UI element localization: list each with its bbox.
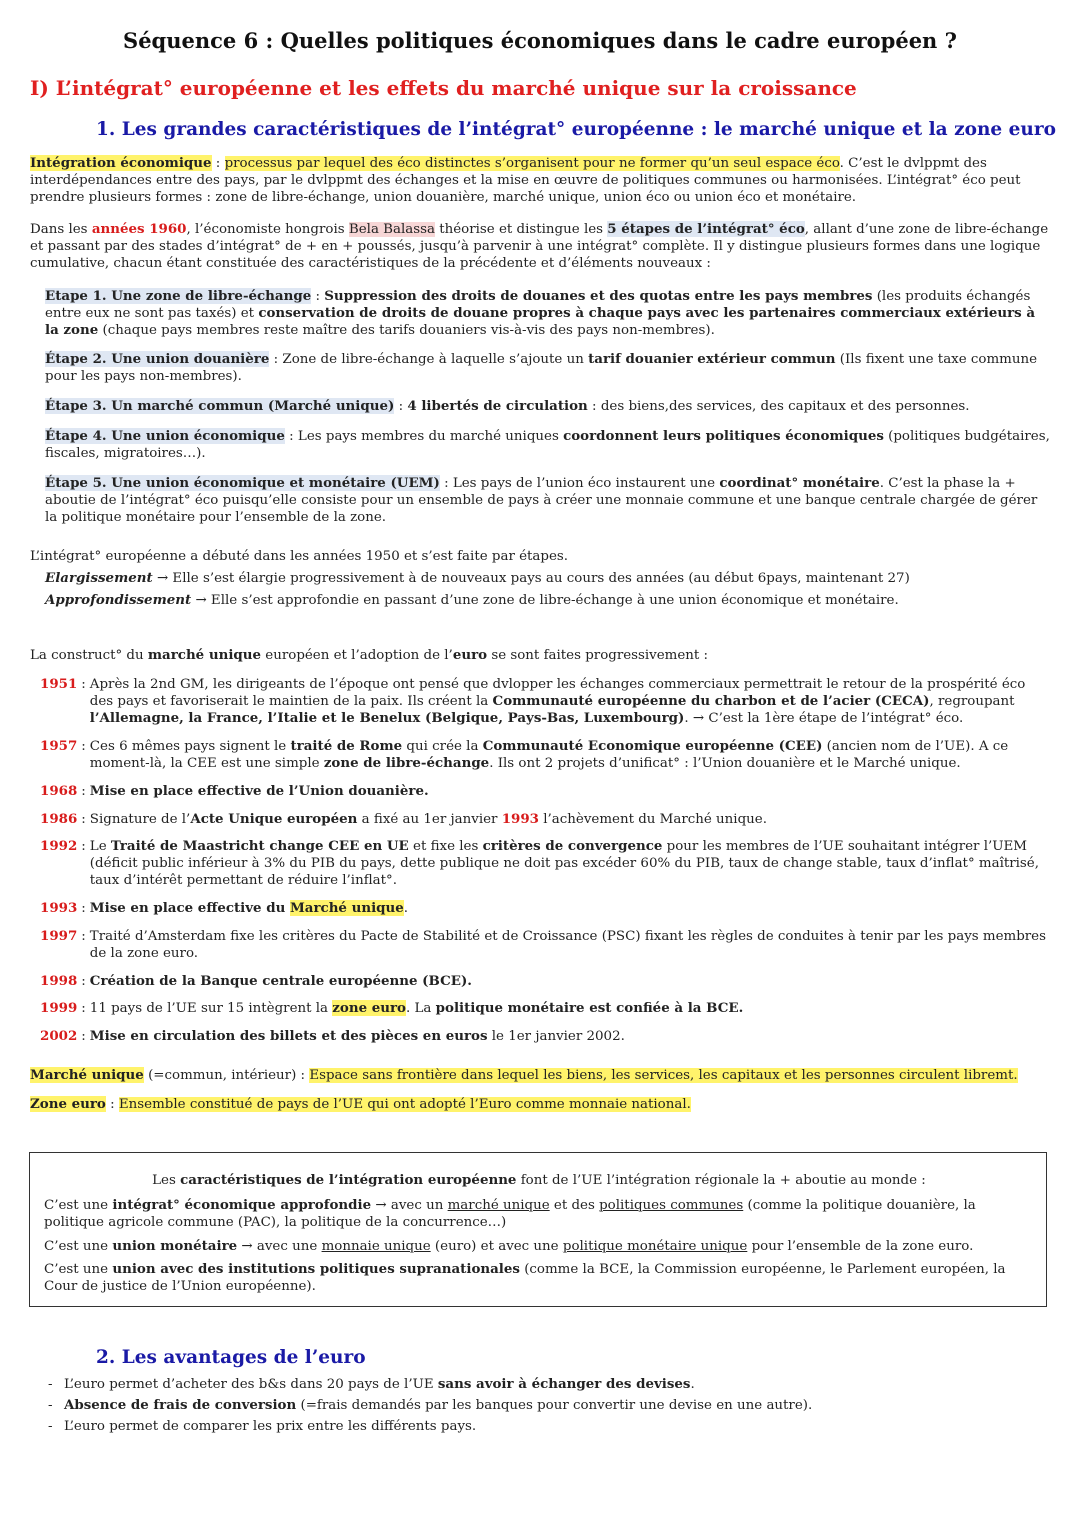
- approfondissement-line: Approfondissement → Elle s’est approfondie en passant d’une zone de libre-échange à une union économique et monétaire.: [45, 592, 899, 608]
- etape-1: Etape 1. Une zone de libre-échange : Suppression des droits de douanes et des quotas entre les pays membres (les produits échangés entre eux ne sont pas taxés) et conservation de droits de douane propres à chaque pays avec les partenaires commerciaux extérieurs à la zone (chaque pays membres reste maître des tarifs douaniers vis-à-vis des pays non-membres).: [45, 288, 1036, 338]
- avantage-item: - Absence de frais de conversion (=frais demandés par les banques pour convertir une devise en une autre).: [48, 1397, 813, 1413]
- etape-label: Étape 4. Une union économique: [45, 428, 285, 444]
- etape-label: Étape 3. Un marché commun (Marché unique): [45, 398, 395, 414]
- section-heading: I) L’intégrat° européenne et les effets du marché unique sur la croissance: [30, 76, 857, 100]
- timeline-text: Mise en place effective du Marché unique.: [89, 900, 409, 916]
- timeline-year: 1993: [40, 900, 78, 916]
- subsection-heading-2: 2. Les avantages de l’euro: [96, 1347, 366, 1368]
- etape-label: Etape 1. Une zone de libre-échange: [45, 288, 312, 304]
- timeline-row: 1993 : Mise en place effective du Marché unique.: [40, 900, 1050, 917]
- avantage-item: - L’euro permet d’acheter des b&s dans 20 pays de l’UE sans avoir à échanger des devises.: [48, 1376, 695, 1392]
- construction-intro: La construct° du marché unique européen et l’adoption de l’euro se sont faites progressivement :: [30, 647, 709, 663]
- timeline-row: 1997 : Traité d’Amsterdam fixe les critères du Pacte de Stabilité et de Croissance (PSC) fixant les règles de conduites à tenir par les pays membres de la zone euro.: [40, 928, 1050, 962]
- definition-integration: Intégration économique : processus par lequel des éco distinctes s’organisent pour ne former qu’un seul espace éco. C’est le dvlppmt des interdépendances entre des pays, par le dvlppmt des échanges et la mise en œuvre de politiques communes ou harmonisées. L’intégrat° éco peut prendre plusieurs formes : zone de libre-échange, union douanière, marché unique, union éco ou union éco et monétaire.: [30, 155, 1021, 205]
- avantage-item: - L’euro permet de comparer les prix entre les différents pays.: [48, 1419, 477, 1434]
- balassa-paragraph: Dans les années 1960, l’économiste hongrois Bela Balassa théorise et distingue les 5 étapes de l’intégrat° éco, allant d’une zone de libre-échange et passant par des stades d’intégrat° de + en + poussés, jusqu’à parvenir à une intégrat° complète. Il y distingue plusieurs formes dans une logique cumulative, chacun étant constituée des caractéristiques de la précédente et d’éléments nouveaux :: [30, 221, 1049, 271]
- timeline-text: Le Traité de Maastricht change CEE en UE et fixe les critères de convergence pour les membres de l’UE souhaitant intégrer l’UEM (déficit public inférieur à 3% du PIB du pays, dette publique ne doit pas excéder 60% du PIB, taux de change stable, taux d’inflat° maîtrisé, taux d’intérêt permettant de réduire l’inflat°.: [89, 838, 1039, 888]
- timeline-text: 11 pays de l’UE sur 15 intègrent la zone euro. La politique monétaire est confiée à la BCE.: [89, 1000, 744, 1016]
- timeline-year: 1992: [40, 838, 78, 854]
- timeline-text: Mise en place effective de l’Union douanière.: [89, 783, 429, 799]
- timeline-text: Signature de l’Acte Unique européen a fixé au 1er janvier 1993 l’achèvement du Marché unique.: [89, 811, 767, 827]
- timeline-year: 1997: [40, 928, 78, 944]
- timeline-row: 1986 : Signature de l’Acte Unique européen a fixé au 1er janvier 1993 l’achèvement du Marché unique.: [40, 811, 1050, 828]
- timeline-year: 2002: [40, 1028, 78, 1044]
- timeline-row: 2002 : Mise en circulation des billets et des pièces en euros le 1er janvier 2002.: [40, 1028, 1050, 1045]
- etape-3: Étape 3. Un marché commun (Marché unique) : 4 libertés de circulation : des biens,des services, des capitaux et des personnes.: [45, 398, 970, 414]
- timeline-year: 1998: [40, 973, 78, 989]
- timeline-row: 1951 : Après la 2nd GM, les dirigeants de l’époque ont pensé que dvlopper les échanges commerciaux permettrait le retour de la prospérité éco des pays et favoriserait le maintien de la paix. Ils créent la Communauté européenne du charbon et de l’acier (CECA), regroupant l’Allemagne, la France, l’Italie et le Benelux (Belgique, Pays-Bas, Luxembourg). → C’est la 1ère étape de l’intégrat° éco.: [40, 676, 1050, 727]
- timeline-year: 1968: [40, 783, 78, 799]
- timeline-text: Ces 6 mêmes pays signent le traité de Rome qui crée la Communauté Economique européenne (CEE) (ancien nom de l’UE). A ce moment-là, la CEE est une simple zone de libre-échange. Ils ont 2 projets d’unificat° : l’Union douanière et le Marché unique.: [89, 738, 1009, 771]
- page-title: Séquence 6 : Quelles politiques économiques dans le cadre européen ?: [123, 28, 957, 53]
- timeline-row: 1998 : Création de la Banque centrale européenne (BCE).: [40, 973, 1050, 990]
- timeline-row: 1957 : Ces 6 mêmes pays signent le traité de Rome qui crée la Communauté Economique européenne (CEE) (ancien nom de l’UE). A ce moment-là, la CEE est une simple zone de libre-échange. Ils ont 2 projets d’unificat° : l’Union douanière et le Marché unique.: [40, 738, 1050, 772]
- timeline-year: 1999: [40, 1000, 78, 1016]
- etape-label: Étape 2. Une union douanière: [45, 351, 270, 367]
- box-intro: Les caractéristiques de l’intégration européenne font de l’UE l’intégration régionale la + aboutie au monde :: [152, 1172, 926, 1188]
- box-line-3: C’est une union avec des institutions politiques supranationales (comme la BCE, la Commission européenne, le Parlement européen, la Cour de justice de l’Union européenne).: [44, 1261, 1006, 1294]
- etape-2: Étape 2. Une union douanière : Zone de libre-échange à laquelle s’ajoute un tarif douanier extérieur commun (Ils fixent une taxe commune pour les pays non-membres).: [45, 351, 1038, 384]
- subsection-heading-1: 1. Les grandes caractéristiques de l’intégrat° européenne : le marché unique et la zone euro: [96, 119, 1056, 140]
- timeline-row: 1999 : 11 pays de l’UE sur 15 intègrent la zone euro. La politique monétaire est confiée à la BCE.: [40, 1000, 1050, 1017]
- timeline-text: Après la 2nd GM, les dirigeants de l’époque ont pensé que dvlopper les échanges commerciaux permettrait le retour de la prospérité éco des pays et favoriserait le maintien de la paix. Ils créent la Communauté européenne du charbon et de l’acier (CECA), regroupant l’Allemagne, la France, l’Italie et le Benelux (Belgique, Pays-Bas, Luxembourg). → C’est la 1ère étape de l’intégrat° éco.: [89, 677, 1026, 726]
- etape-5: Étape 5. Une union économique et monétaire (UEM) : Les pays de l’union éco instaurent une coordinat° monétaire. C’est la phase la + aboutie de l’intégrat° éco puisqu’elle consiste pour un ensemble de pays à créer une monnaie commune et une banque centrale chargée de gérer la politique monétaire pour l’ensemble de la zone.: [45, 475, 1038, 525]
- timeline-year: 1951: [40, 676, 78, 692]
- timeline-text: Création de la Banque centrale européenne (BCE).: [89, 973, 472, 989]
- elargissement-line: Elargissement → Elle s’est élargie progressivement à de nouveaux pays au cours des années (au début 6pays, maintenant 27): [45, 570, 910, 586]
- timeline-text: Traité d’Amsterdam fixe les critères du Pacte de Stabilité et de Croissance (PSC) fixant les règles de conduites à tenir par les pays membres de la zone euro.: [89, 929, 1046, 961]
- definition-highlight: processus par lequel des éco distinctes s’organisent pour ne former qu’un seul espace éco: [224, 156, 840, 171]
- debut-text: L’intégrat° européenne a débuté dans les années 1950 et s’est faite par étapes.: [30, 549, 569, 564]
- timeline-year: 1957: [40, 738, 78, 754]
- definition-marche-unique: Marché unique (=commun, intérieur) : Espace sans frontière dans lequel les biens, les services, les capitaux et les personnes circulent libremt.: [30, 1067, 1018, 1083]
- definition-zone-euro: Zone euro : Ensemble constitué de pays de l’UE qui ont adopté l’Euro comme monnaie national.: [30, 1096, 691, 1112]
- etape-4: Étape 4. Une union économique : Les pays membres du marché uniques coordonnent leurs politiques économiques (politiques budgétaires, fiscales, migratoires…).: [45, 428, 1050, 461]
- summary-box: [29, 1152, 1047, 1307]
- timeline-row: 1992 : Le Traité de Maastricht change CEE en UE et fixe les critères de convergence pour les membres de l’UE souhaitant intégrer l’UEM (déficit public inférieur à 3% du PIB du pays, dette publique ne doit pas excéder 60% du PIB, taux de change stable, taux d’inflat° maîtrisé, taux d’intérêt permettant de réduire l’inflat°.: [40, 838, 1050, 889]
- timeline-text: Mise en circulation des billets et des pièces en euros le 1er janvier 2002.: [89, 1028, 625, 1044]
- balassa-name: Bela Balassa: [348, 222, 435, 237]
- timeline-row: 1968 : Mise en place effective de l’Union douanière.: [40, 783, 1050, 800]
- timeline-year: 1986: [40, 811, 78, 827]
- box-line-1: C’est une intégrat° économique approfondie → avec un marché unique et des politiques communes (comme la politique douanière, la politique agricole commune (PAC), la politique de la concurrence…): [44, 1197, 976, 1230]
- definition-term: Intégration économique: [30, 155, 212, 171]
- box-line-2: C’est une union monétaire → avec une monnaie unique (euro) et avec une politique monétaire unique pour l’ensemble de la zone euro.: [44, 1238, 974, 1254]
- etape-label: Étape 5. Une union économique et monétaire (UEM): [45, 475, 440, 491]
